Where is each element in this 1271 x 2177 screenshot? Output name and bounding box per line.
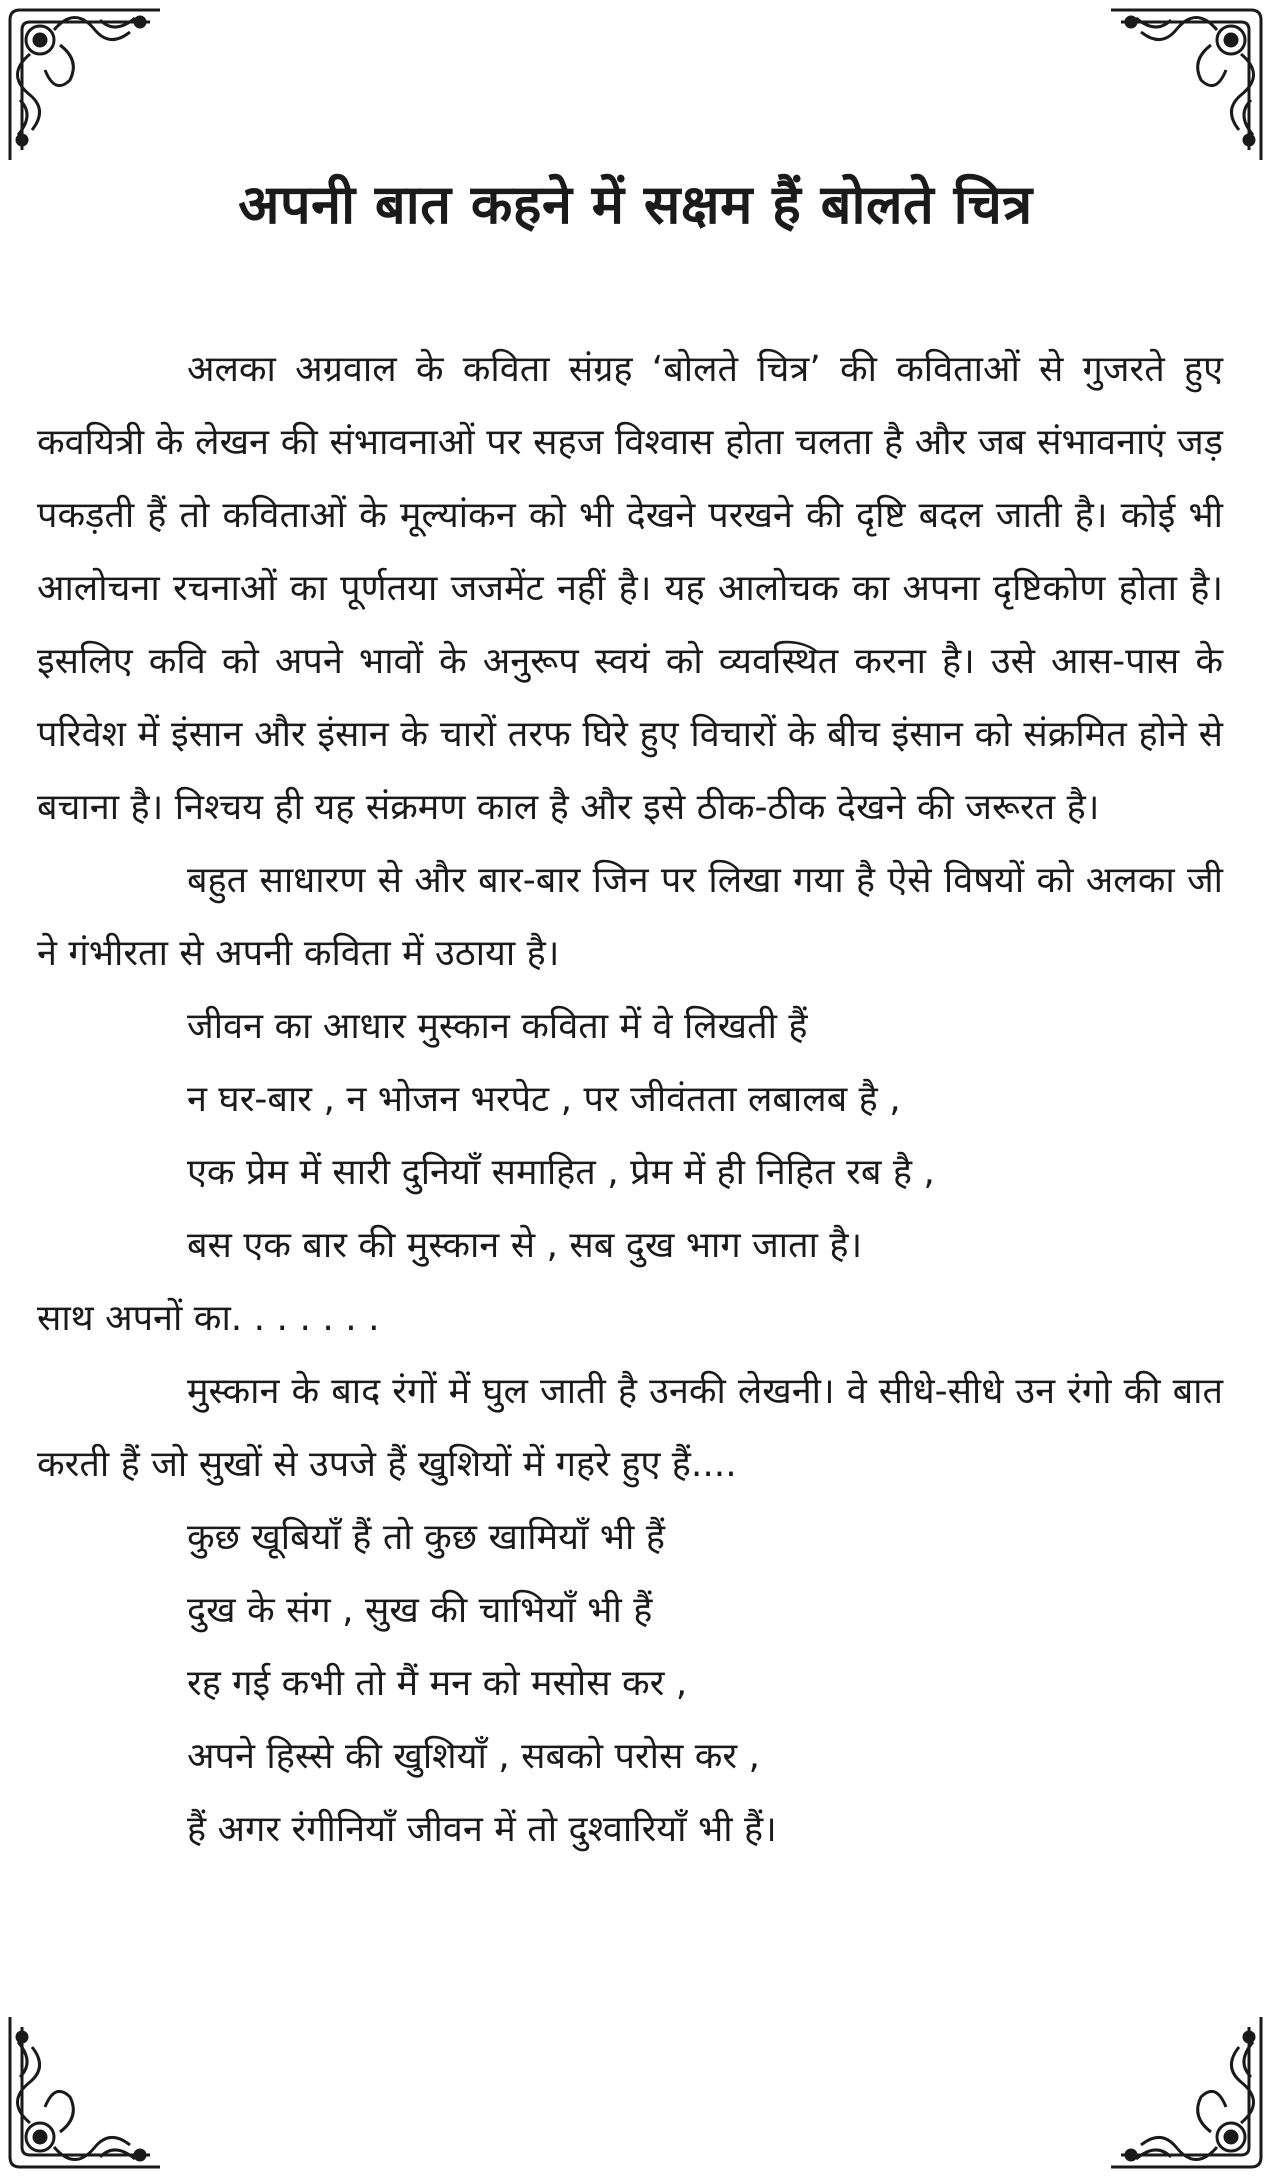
paragraph-subjects: बहुत साधारण से और बार-बार जिन पर लिखा गया है ऐसे विषयों को अलका जी ने गंभीरता से अपनी कविता में उठाया है। (37, 860, 1223, 974)
poem1-line: न घर-बार , न भोजन भरपेट , पर जीवंतता लबालब है , (187, 1079, 901, 1120)
corner-ornament-top-left (0, 0, 165, 165)
corner-ornament-top-right (1106, 0, 1271, 165)
article-body (37, 333, 1223, 1866)
poem2-line: हैं अगर रंगीनियाँ जीवन में तो दुश्वारियाँ भी हैं। (187, 1809, 777, 1850)
poem1-tail-line: साथ अपनों का. . . . . . . (37, 1298, 380, 1339)
page-title: अपनी बात कहने में सक्षम हैं बोलते चित्र (238, 173, 1033, 236)
paragraph-intro: अलका अग्रवाल के कविता संग्रह ‘बोलते चित्र’ की कविताओं से गुजरते हुए कवयित्री के लेखन की संभावनाओं पर सहज विश्वास होता चलता है और जब संभावनाएं जड़ पकड़ती हैं तो कविताओं के मूल्यांकन को भी देखने परखने की दृष्टि बदल जाती है। कोई भी आलोचना रचनाओं का पूर्णतया जजमेंट नहीं है। यह आलोचक का अपना दृष्टिकोण होता है। इसलिए कवि को अपने भावों के अनुरूप स्वयं को व्यवस्थित करना है। उसे आस-पास के परिवेश में इंसान और इंसान के चारों तरफ घिरे हुए विचारों के बीच इंसान को संक्रमित होने से बचाना है। निश्चय ही यह संक्रमण काल है और इसे ठीक-ठीक देखने की जरूरत है। (37, 349, 1223, 828)
poem2-line: दुख के संग , सुख की चाभियाँ भी हैं (187, 1590, 653, 1631)
poem1-line: एक प्रेम में सारी दुनियाँ समाहित , प्रेम में ही निहित रब है , (187, 1152, 935, 1193)
poem2-line: कुछ खूबियाँ हैं तो कुछ खामियाँ भी हैं (187, 1517, 665, 1558)
corner-ornament-bottom-right (1106, 2012, 1271, 2177)
poem1-line: बस एक बार की मुस्कान से , सब दुख भाग जाता है। (187, 1225, 863, 1266)
poem-intro-line: जीवन का आधार मुस्कान कविता में वे लिखती हैं (187, 1006, 808, 1047)
corner-ornament-bottom-left (0, 2012, 165, 2177)
paragraph-colors: मुस्कान के बाद रंगों में घुल जाती है उनकी लेखनी। वे सीधे-सीधे उन रंगो की बात करती हैं जो सुखों से उपजे हैं खुशियों में गहरे हुए हैं.... (37, 1371, 1223, 1485)
poem2-line: रह गई कभी तो मैं मन को मसोस कर , (187, 1663, 688, 1704)
poem2-line: अपने हिस्से की खुशियाँ , सबको परोस कर , (187, 1736, 761, 1777)
